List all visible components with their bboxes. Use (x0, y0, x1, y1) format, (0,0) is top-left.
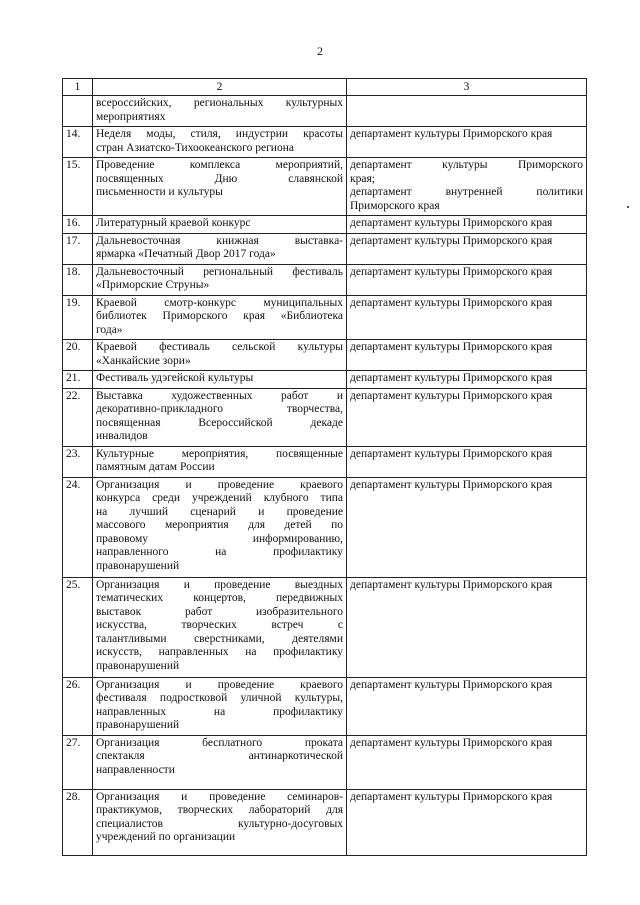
row-number: 28. (63, 789, 93, 855)
event-name (93, 388, 347, 446)
department-line: департамент культуры Приморского края (350, 265, 553, 278)
row-number: 23. (63, 446, 93, 477)
event-line: Организация бесплатного проката (96, 736, 343, 749)
table-row (63, 96, 587, 127)
event-line: мероприятиях (96, 110, 166, 123)
event-line: правовому информированию, (96, 532, 343, 545)
department-line: департамент культуры Приморского края (350, 578, 553, 591)
row-number: 22. (63, 388, 93, 446)
table-header-row (63, 79, 587, 96)
event-line: спектакля антинаркотической (96, 750, 343, 762)
event-name (93, 789, 347, 855)
event-name (93, 477, 347, 577)
event-line: правонарушений (96, 719, 180, 731)
department-line: края; (350, 172, 375, 185)
table-row (63, 216, 587, 234)
department-line: департамент внутренней политики (350, 186, 583, 198)
event-line: на лучший сценарий и проведение (96, 505, 343, 518)
responsible-department (347, 446, 587, 477)
event-line: Фестиваль удэгейской культуры (96, 372, 254, 384)
event-line: массового мероприятия для детей по (96, 519, 343, 531)
event-name (93, 295, 347, 340)
row-number: 25. (63, 577, 93, 677)
table-row (63, 677, 587, 735)
department-line: департамент культуры Приморского края (350, 447, 553, 460)
department-line: департамент культуры Приморского края (350, 790, 553, 803)
row-number: 26. (63, 677, 93, 735)
event-name (93, 158, 347, 216)
event-line: искусств, направленных на профилактику (96, 646, 343, 658)
header-col-2: 2 (93, 79, 347, 96)
event-line: Организация и проведение краевого (96, 678, 343, 691)
events-table (62, 78, 587, 856)
event-name (93, 677, 347, 735)
event-line: стран Азиатско-Тихоокеанского региона (96, 141, 294, 154)
table-row (63, 577, 587, 677)
event-name (93, 735, 347, 789)
row-number: 24. (63, 477, 93, 577)
event-line: выставок работ изобразительного (96, 605, 343, 618)
row-number: 20. (63, 340, 93, 371)
event-line: Организация и проведение семинаров- (96, 790, 343, 803)
department-line: Приморского края (350, 199, 440, 212)
event-line: конкурса среди учреждений клубного типа (96, 492, 343, 504)
event-line: Проведение комплекса мероприятий, (96, 159, 343, 171)
row-number: 19. (63, 295, 93, 340)
event-name (93, 264, 347, 295)
header-col-1: 1 (63, 79, 93, 96)
event-line: тематических концертов, передвижных (96, 592, 343, 604)
responsible-department (347, 735, 587, 789)
event-line: памятным датам России (96, 461, 215, 473)
table-row (63, 295, 587, 340)
responsible-department (347, 264, 587, 295)
event-line: Организация и проведение краевого (96, 478, 343, 491)
event-name (93, 233, 347, 264)
event-line: Культурные мероприятия, посвященные (96, 447, 343, 460)
row-number: 16. (63, 216, 93, 234)
table-row (63, 233, 587, 264)
department-line: департамент культуры Приморского края (350, 389, 553, 402)
event-line: направленных на профилактику (96, 705, 343, 718)
department-line: департамент культуры Приморского края (350, 736, 553, 749)
event-line: инвалидов (96, 430, 148, 442)
event-line: письменности и культуры (96, 186, 223, 198)
department-line: департамент культуры Приморского края (350, 678, 553, 691)
event-line: Краевой фестиваль сельской культуры (96, 341, 343, 353)
event-line: правонарушений (96, 559, 180, 572)
responsible-department (347, 127, 587, 158)
responsible-department (347, 371, 587, 389)
event-line: «Ханкайские зори» (96, 354, 191, 367)
event-line: направленности (96, 763, 175, 776)
responsible-department (347, 158, 587, 216)
event-line: декоративно-прикладного творчества, (96, 403, 343, 415)
table-row (63, 735, 587, 789)
department-line: департамент культуры Приморского (350, 159, 583, 171)
row-number: 18. (63, 264, 93, 295)
event-line: ярмарка «Печатный Двор 2017 года» (96, 248, 276, 260)
department-line: департамент культуры Приморского края (350, 234, 553, 247)
table-row (63, 477, 587, 577)
event-line: посвященных Дню славянской (96, 172, 343, 185)
event-line: Дальневосточный региональный фестиваль (96, 265, 343, 278)
table-row (63, 789, 587, 855)
table-row (63, 264, 587, 295)
responsible-department (347, 577, 587, 677)
event-line: фестиваля подростковой уличной культуры, (96, 692, 343, 704)
event-line: практикумов, творческих лабораторий для (96, 804, 343, 816)
department-line: департамент культуры Приморского края (350, 128, 553, 140)
row-number (63, 96, 93, 127)
event-name (93, 340, 347, 371)
responsible-department (347, 216, 587, 234)
page-number: 2 (317, 44, 323, 58)
table-row (63, 371, 587, 389)
event-line: талантливыми сверстниками, деятелями (96, 632, 343, 645)
row-number: 14. (63, 127, 93, 158)
row-number: 17. (63, 233, 93, 264)
event-line: специалистов культурно-досуговых (96, 817, 343, 830)
table-row (63, 388, 587, 446)
responsible-department (347, 96, 587, 127)
event-name (93, 96, 347, 127)
responsible-department (347, 233, 587, 264)
event-line: Организация и проведение выездных (96, 578, 343, 591)
event-line: всероссийских, региональных культурных (96, 97, 343, 109)
event-line: Краевой смотр-конкурс муниципальных (96, 296, 343, 309)
event-line: Дальневосточная книжная выставка- (96, 234, 343, 247)
event-line: Выставка художественных работ и (96, 389, 343, 402)
row-number: 15. (63, 158, 93, 216)
department-line: департамент культуры Приморского края (350, 372, 553, 384)
event-line: библиотек Приморского края «Библиотека (96, 310, 343, 322)
table-row (63, 127, 587, 158)
department-line: департамент культуры Приморского края (350, 217, 553, 229)
event-name (93, 446, 347, 477)
table-row (63, 340, 587, 371)
department-line: департамент культуры Приморского края (350, 341, 553, 353)
row-number: 21. (63, 371, 93, 389)
event-line: Неделя моды, стиля, индустрии красоты (96, 128, 343, 140)
margin-mark (627, 206, 629, 208)
event-line: «Приморские Струны» (96, 279, 210, 291)
event-line: правонарушений (96, 659, 180, 672)
responsible-department (347, 340, 587, 371)
event-name (93, 216, 347, 234)
event-name (93, 577, 347, 677)
event-line: искусства, творческих встреч с (96, 619, 343, 631)
event-line: Литературный краевой конкурс (96, 217, 251, 229)
event-line: года» (96, 323, 123, 336)
department-line: департамент культуры Приморского края (350, 478, 553, 491)
event-name (93, 127, 347, 158)
event-name (93, 371, 347, 389)
responsible-department (347, 677, 587, 735)
responsible-department (347, 789, 587, 855)
header-col-3: 3 (347, 79, 587, 96)
table-row (63, 446, 587, 477)
event-line: посвященная Всероссийской декаде (96, 416, 343, 429)
responsible-department (347, 477, 587, 577)
department-line: департамент культуры Приморского края (350, 296, 553, 309)
responsible-department (347, 388, 587, 446)
responsible-department (347, 295, 587, 340)
event-line: учреждений по организации (96, 831, 236, 843)
table-row (63, 158, 587, 216)
row-number: 27. (63, 735, 93, 789)
event-line: направленного на профилактику (96, 546, 343, 558)
